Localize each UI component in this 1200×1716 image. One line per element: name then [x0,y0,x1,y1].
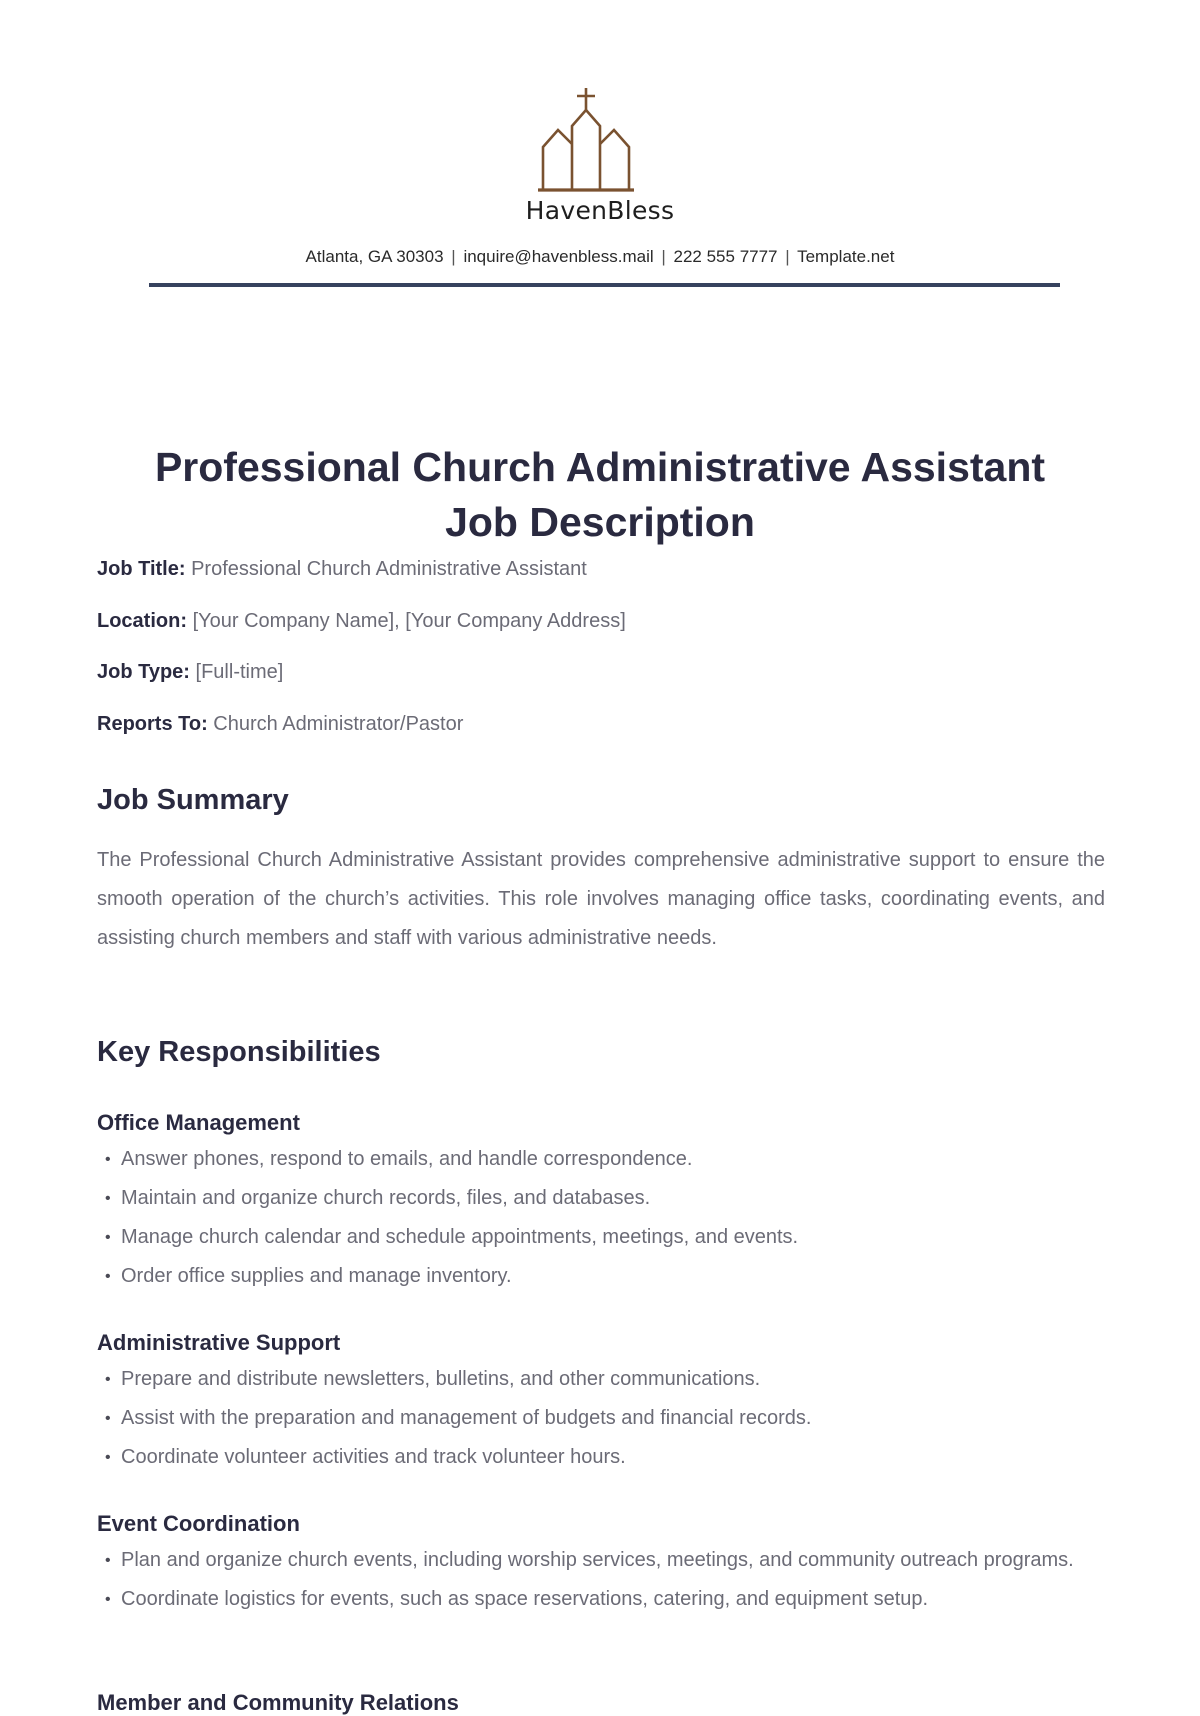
list-item: • Assist with the preparation and management of budgets and financial records. [97,1399,1105,1438]
meta-job-title [97,558,587,581]
subheading-office-management: Office Management [97,1110,300,1135]
meta-label: Location: [97,610,187,632]
contact-phone: 222 555 7777 [673,247,778,266]
contact-website[interactable]: Template.net [797,247,895,266]
office-management-list [97,1140,1105,1296]
subheading-event-coordination: Event Coordination [97,1511,300,1536]
contact-address: Atlanta, GA 30303 [305,247,444,266]
title-line-2: Job Description [445,499,755,545]
list-item: • Answer phones, respond to emails, and handle correspondence. [97,1140,1105,1179]
contact-email[interactable]: inquire@havenbless.mail [463,247,654,266]
title-line-1: Professional Church Administrative Assistant [154,444,1046,490]
section-heading-key-responsibilities: Key Responsibilities [97,1036,381,1068]
list-item: • Plan and organize church events, including worship services, meetings, and community outreach programs. [97,1541,1105,1580]
contact-line [0,247,1200,267]
meta-location [97,610,626,633]
header-divider [149,283,1060,287]
list-item: • Manage church calendar and schedule appointments, meetings, and events. [97,1218,1105,1257]
subheading-administrative-support: Administrative Support [97,1330,341,1355]
church-icon [528,86,644,196]
meta-value: Church Administrator/Pastor [213,713,464,735]
page-title [60,440,1140,550]
meta-value: [Your Company Name], [Your Company Address] [192,610,626,632]
meta-label: Job Title: [97,558,186,580]
meta-label: Job Type: [97,661,190,683]
separator: | [661,247,666,266]
event-coordination-list [97,1541,1105,1619]
subheading-member-community-relations: Member and Community Relations [97,1690,459,1715]
list-item: • Order office supplies and manage inventory. [97,1257,1105,1296]
meta-value: [Full-time] [195,661,284,683]
administrative-support-list [97,1360,1105,1477]
meta-value: Professional Church Administrative Assistant [191,558,587,580]
list-item: • Coordinate logistics for events, such as space reservations, catering, and equipment setup. [97,1580,1105,1619]
list-item: • Prepare and distribute newsletters, bulletins, and other communications. [97,1360,1105,1399]
brand-name: HavenBless [525,196,675,225]
separator: | [785,247,790,266]
meta-label: Reports To: [97,713,208,735]
meta-job-type [97,661,283,684]
section-heading-job-summary: Job Summary [97,784,289,816]
separator: | [451,247,456,266]
job-summary-text: The Professional Church Administrative Assistant provides comprehensive administrative support to ensure the smooth operation of the church’s activities. This role involves managing office tasks, coordinating events, and assisting church members and staff with various administrative needs. [97,849,1105,949]
list-item: • Maintain and organize church records, files, and databases. [97,1179,1105,1218]
meta-reports-to [97,713,463,736]
list-item: • Coordinate volunteer activities and track volunteer hours. [97,1438,1105,1477]
